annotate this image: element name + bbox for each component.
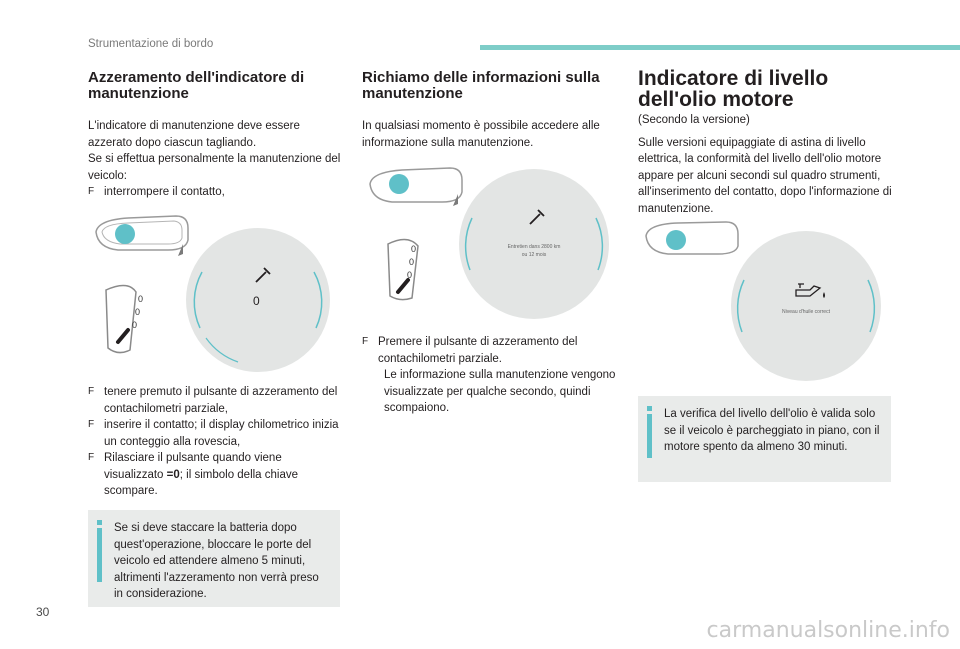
odo-digit-2: 0 <box>135 307 141 317</box>
heading-recall: Richiamo delle informazioni sulla manutenzione <box>362 69 600 102</box>
oil-note-text: La verifica del livello dell'olio è valida solo se il veicolo è parcheggiato in piano, con il motore spento da almeno 30 minuti. <box>664 408 880 453</box>
bullet-mark: F <box>88 186 95 197</box>
reset-illustration <box>88 210 338 380</box>
bullet-mark: F <box>88 419 95 430</box>
watermark: carmanualsonline.info <box>706 618 950 643</box>
step-1 <box>88 384 343 417</box>
stalk-button-icon <box>646 222 738 254</box>
step-3 <box>88 450 343 500</box>
bullet-mark: F <box>88 452 95 463</box>
recall-bullet <box>362 334 618 367</box>
recall-bullet-text: Premere il pulsante di azzeramento del contachilometri parziale. <box>378 336 578 365</box>
step-1-text: tenere premuto il pulsante di azzeramento del contachilometri parziale, <box>104 386 338 415</box>
reset-intro-1: L'indicatore di manutenzione deve essere azzerato dopo ciascun tagliando. <box>88 120 300 149</box>
gauge-message-2: ou 12 mois <box>521 252 547 258</box>
oil-illustration <box>638 220 894 385</box>
step-2-text: inserire il contatto; il display chilometrico inizia un conteggio alla rovescia, <box>104 419 339 448</box>
recall-illustration <box>362 160 612 335</box>
section-title: Strumentazione di bordo <box>88 38 214 50</box>
recall-steps <box>362 334 618 417</box>
step-2 <box>88 417 343 450</box>
odo-digit-2: 0 <box>409 257 415 267</box>
step-3-text-end: ; il simbolo della chiave scompare. <box>104 468 299 497</box>
column-recall-info <box>362 70 618 151</box>
button-hand-icon <box>388 239 418 299</box>
reset-steps <box>88 384 343 500</box>
recall-bullet-cont: Le informazione sulla manutenzione vengono visualizzate per qualche secondo, quindi scompaiono. <box>384 369 616 414</box>
gauge-dial <box>186 228 330 372</box>
heading-reset: Azzeramento dell'indicatore di manutenzione <box>88 69 305 102</box>
column-reset-indicator <box>88 70 343 201</box>
page-number: 30 <box>36 605 50 619</box>
gauge-message-1: Entretien dans 2800 km <box>507 244 561 250</box>
battery-note-text: Se si deve staccare la batteria dopo quest'operazione, bloccare le porte del veicolo ed attendere almeno 5 minuti, altrimenti l'azzeramento non verrà preso in considerazione. <box>114 522 319 600</box>
gauge-value: 0 <box>253 294 260 308</box>
info-icon <box>97 520 102 586</box>
gauge-dial <box>731 231 881 381</box>
recall-intro: In qualsiasi momento è possibile accedere alle informazione sulla manutenzione. <box>362 120 600 149</box>
reset-intro-2: Se si effettua personalmente la manutenzione del veicolo: <box>88 153 341 182</box>
gauge-message: Niveau d'huile correct <box>782 309 830 315</box>
battery-note <box>88 510 340 607</box>
step-3-text: Rilasciare il pulsante quando viene visualizzato <box>104 452 282 481</box>
bullet-mark: F <box>362 336 369 347</box>
odo-digit-3: 0 <box>132 320 138 330</box>
oil-body: Sulle versioni equipaggiate di astina di livello elettrica, la conformità del livello dell'olio motore appare per alcuni secondi sul quadro strumenti, all'inserimento del contatto, dopo l'informazione di manutenzione. <box>638 136 892 215</box>
heading-oil: Indicatore di livello dell'olio motore <box>638 67 829 111</box>
reset-bullet-1 <box>88 184 343 201</box>
bullet-mark: F <box>88 386 95 397</box>
odo-digit-3: 0 <box>407 270 413 280</box>
header-accent-bar <box>480 45 960 50</box>
bullet-text: interrompere il contatto, <box>104 186 225 198</box>
odo-digit-1: 0 <box>411 244 417 254</box>
oil-subtitle: (Secondo la versione) <box>638 114 750 126</box>
column-oil-level <box>638 68 894 217</box>
oil-note <box>638 396 891 482</box>
step-3-value: =0 <box>166 468 180 481</box>
stalk-button-icon <box>370 168 462 206</box>
odo-digit-1: 0 <box>138 294 144 304</box>
button-hand-icon <box>106 285 143 352</box>
info-icon <box>647 406 652 472</box>
gauge-dial <box>459 169 609 319</box>
stalk-button-icon <box>96 216 188 256</box>
